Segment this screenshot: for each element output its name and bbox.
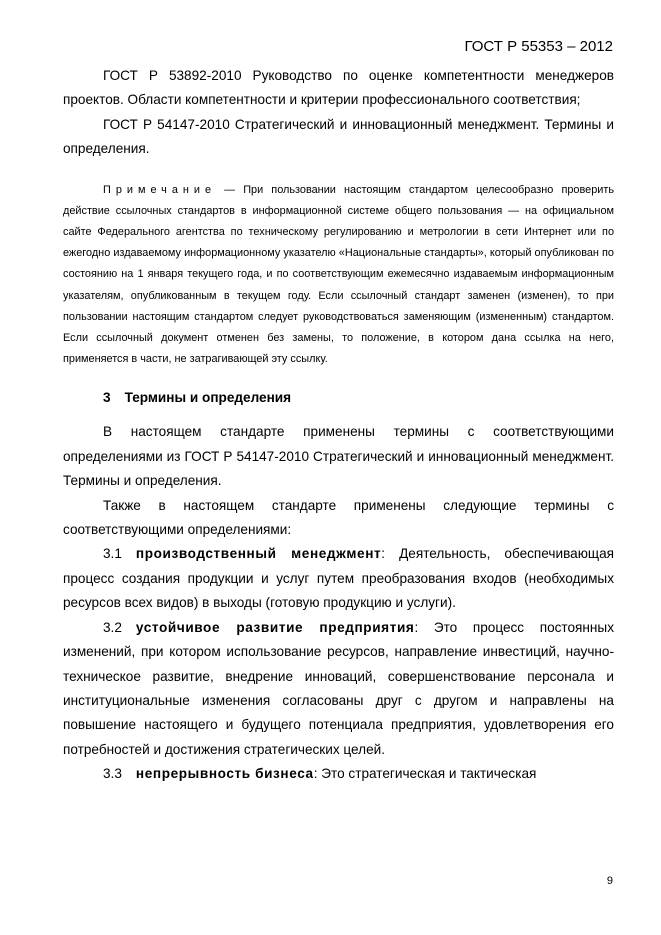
term-text: : Деятельность, обеспечивающая процесс создания продукции и услуг путем преобразования входов (необходимых ресурсов всех видов) в выходы (готовую продукцию и услуги). xyxy=(63,546,615,611)
note-text: — При пользовании настоящим стандартом целесообразно проверить действие ссылочных стандартов в информационной системе общего пользования — на официальном сайте Федерального агентства по техническому регулированию и метрологии в сети Интернет или по ежегодно издаваемому информационному указателю «Национальные стандарты», который опубликован по состоянию на 1 января текущего года, и по соответствующим ежемесячно издаваемым информационным указателям, опубликованным в текущем году. Если ссылочный стандарт заменен (изменен), то при пользовании настоящим стандартом следует руководствоваться заменяющим (измененным) стандартом. Если ссылочный документ отменен без замены, то положение, в котором дана ссылка на него, применяется в части, не затрагивающей эту ссылку. xyxy=(63,183,614,366)
term-definition xyxy=(63,762,614,786)
term-number: 3.1 xyxy=(103,546,122,562)
section-number: 3 xyxy=(103,390,111,406)
term-text: : Это стратегическая и тактическая xyxy=(313,766,537,782)
term-name: непрерывность бизнеса xyxy=(135,766,314,782)
term-text: : Это процесс постоянных изменений, при котором использование ресурсов, направление инвестиций, научно-техническое развитие, внедрение инноваций, совершенствование персонала и институциональные изменения согласованы друг с другом и направлены на повышение настоящего и будущего потенциала предприятия, удовлетворения его потребностей и достижения стратегических целей. xyxy=(63,619,615,757)
term-name: устойчивое развитие предприятия xyxy=(135,619,415,635)
term-number: 3.2 xyxy=(103,619,122,635)
paragraph: В настоящем стандарте применены термины с соответствующими определениями из ГОСТ Р 54147-2010 Стратегический и инновационный менеджмент. Термины и определения. xyxy=(63,424,614,489)
document-id: ГОСТ Р 55353 – 2012 xyxy=(464,38,613,55)
note-block xyxy=(63,180,614,371)
paragraph: Также в настоящем стандарте применены следующие термины с соответствующими определениями: xyxy=(63,497,614,538)
section-heading xyxy=(103,388,614,408)
term-definition xyxy=(63,616,614,762)
page-number: 9 xyxy=(606,875,613,887)
document-header xyxy=(464,38,613,56)
section-title: Термины и определения xyxy=(124,390,292,406)
note-label: Примечание xyxy=(103,183,217,196)
term-number: 3.3 xyxy=(103,766,122,782)
term-name: производственный менеджмент xyxy=(135,546,382,562)
reference-item: ГОСТ Р 54147-2010 Стратегический и инновационный менеджмент. Термины и определения. xyxy=(63,116,614,157)
reference-item: ГОСТ Р 53892-2010 Руководство по оценке компетентности менеджеров проектов. Области компетентности и критерии профессионального соответствия; xyxy=(63,68,614,108)
term-definition xyxy=(63,542,614,615)
page-body xyxy=(63,64,614,787)
